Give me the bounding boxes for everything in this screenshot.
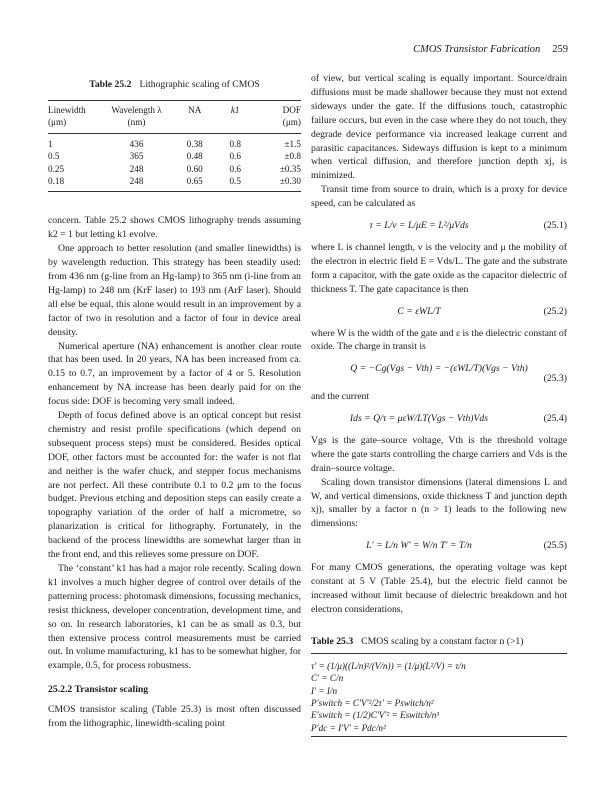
table-cell: 0.60 — [186, 163, 203, 174]
section-heading: 25.2.2 Transistor scaling — [48, 684, 149, 696]
running-header — [413, 44, 568, 55]
body-paragraph: One approach to better resolution (and smaller linewidths) is by wavelength reduction. This strategy has been steadily used: from 436 nm (g-line from an Hg-lamp) to 365 nm (i-line from an Hg-lamp) to 248 nm (KrF laser) to 193 nm (ArF laser). Should all else be equal, this alone would result in an improvement by a factor of two in resolution and a factor of four in device areal density. — [48, 243, 301, 338]
body-paragraph: concern. Table 25.2 shows CMOS lithography trends assuming k2 = 1 but letting k1 evolve. — [48, 215, 301, 241]
table-row: I′ = I/n — [311, 685, 338, 696]
table-25-2-label: Table 25.2 — [89, 79, 132, 90]
table-row: C′ = C/n — [311, 673, 344, 684]
table-cell: ±0.8 — [284, 151, 301, 162]
table-row — [48, 150, 301, 162]
table-cell: 0.48 — [186, 151, 203, 162]
equation-expression: Q = −Cg(Vgs − Vth) = −(εWL/T)(Vgs − Vth) — [350, 363, 528, 375]
table-cell: 0.6 — [229, 163, 241, 174]
table-cell: 0.25 — [48, 163, 65, 174]
body-paragraph: Vgs is the gate–source voltage, Vth is the threshold voltage where the gate starts controlling the charge carriers and Vds is the drain–source voltage. — [311, 434, 567, 474]
body-paragraph: Numerical aperture (NA) enhancement is another clear route that has been used. In 20 years, NA has been increased from ca. 0.15 to 0.7, an improvement by a factor of 4 or 5. Resolution enhancement by NA increase has been dearly paid for on the focus side: DOF is becoming very small indeed. — [48, 340, 301, 408]
running-header-title: CMOS Transistor Fabrication — [413, 44, 541, 55]
table-cell: 0.18 — [48, 175, 104, 192]
table-cell: 0.65 — [169, 175, 220, 192]
unit-wavelength: (nm) — [104, 116, 170, 133]
table-25-3-title — [311, 635, 567, 654]
equation-number: (25.5) — [543, 540, 567, 552]
equation-25-1 — [311, 219, 567, 233]
unit-na — [169, 116, 220, 133]
table-25-3-label: Table 25.3 — [311, 635, 354, 647]
unit-k1 — [220, 116, 250, 133]
page-number: 259 — [552, 44, 568, 55]
table-25-2-title — [48, 78, 301, 92]
body-paragraph: For many CMOS generations, the operating voltage was kept constant at 5 V (Table 25.4), but the electric field cannot be increased without limit because of dielectric breakdown and hot electron considerations, — [311, 562, 567, 615]
cmos-scaling-table — [311, 660, 567, 737]
table-cell: ±1.5 — [284, 138, 301, 149]
equation-number: (25.3) — [543, 373, 567, 385]
table-cell: 248 — [104, 175, 170, 192]
body-paragraph: of view, but vertical scaling is equally important. Source/drain diffusions must be made shallower because they must not extend sideways under the gate. If the diffusions touch, catastrophic failure occurs, but even in the case where they do not touch, they degrade device performance via increased leakage current and parasitic capacitances. Sideways diffusion is kept to a minimum when vertical diffusion, and therefore junction depth xj, is minimized. — [311, 73, 567, 182]
header-linewidth: Linewidth — [48, 100, 104, 116]
table-cell: 436 — [129, 138, 144, 149]
table-cell: 0.38 — [186, 138, 203, 149]
equation-expression: Ids = Q/τ = μεW/LT(Vgs − Vth)Vds — [349, 413, 489, 425]
body-paragraph: where L is channel length, v is the velocity and μ the mobility of the electron in electric field E = Vds/L. The gate and the substrate form a capacitor, with the gate oxide as the capacitor dielectric of thickness T. The gate capacitance is then — [311, 241, 567, 295]
table-25-2-caption: Lithographic scaling of CMOS — [139, 79, 260, 90]
table-row — [48, 133, 301, 150]
header-wavelength: Wavelength λ — [104, 100, 170, 116]
body-paragraph: and the current — [311, 391, 370, 403]
body-paragraph: where W is the width of the gate and ε is the dielectric constant of oxide. The charge in transit is — [311, 327, 567, 353]
table-cell: ±0.30 — [250, 175, 301, 192]
header-na: NA — [169, 100, 220, 116]
equation-25-4 — [311, 412, 567, 426]
table-cell: 0.5 — [220, 175, 250, 192]
table-25-3-caption: CMOS scaling by a constant factor n (>1) — [361, 635, 524, 647]
table-row: P′switch = C′V′²/2τ′ = Pswitch/n² — [311, 697, 434, 708]
header-k1: k1 — [220, 100, 250, 116]
header-dof: DOF — [250, 100, 301, 116]
body-paragraph: Transit time from source to drain, which is a proxy for device speed, can be calculated as — [311, 184, 567, 210]
table-row — [48, 163, 301, 175]
table-row: τ′ = (1/μ)((L/n)²/(V/n)) = (1/μ)(L²/V) = τ/n — [311, 660, 466, 671]
left-column — [48, 72, 301, 731]
equation-number: (25.4) — [543, 413, 567, 425]
unit-dof: (μm) — [250, 116, 301, 133]
table-cell: 0.5 — [48, 151, 60, 162]
body-paragraph: Scaling down transistor dimensions (lateral dimensions L and W, and vertical dimensions, oxide thickness T and junction depth xj), smaller by a factor n (n > 1) leads to the following new dimensions: — [311, 476, 567, 530]
table-cell: 1 — [48, 138, 53, 149]
lithography-scaling-table — [48, 100, 301, 192]
equation-25-5 — [311, 539, 567, 553]
table-cell: 365 — [129, 151, 144, 162]
table-row — [48, 175, 301, 192]
unit-linewidth: (μm) — [48, 116, 104, 133]
equation-25-2 — [311, 305, 567, 319]
table-cell: ±0.35 — [279, 163, 301, 174]
body-paragraph: Depth of focus defined above is an optical concept but resist chemistry and resist profile specifications (which depend on subsequent process steps) must be considered. Besides optical DOF, other factors must be accounted for: the wafer is not flat and neither is the wafer chuck, and stepper focus mechanisms are not perfect. All these contribute 0.1 to 0.2 μm to the focus budget. Previous etching and deposition steps can easily create a topography variation of the order of half a micrometre, so planarization is critical for lithography. Fortunately, in the backend of the process linewidths are somewhat larger than in the front end, and this relieves some pressure on DOF. — [48, 410, 301, 561]
equation-expression: L′ = L/n W′ = W/n T′ = T/n — [366, 540, 472, 552]
table-row: E′switch = (1/2)C′V′² = Eswitch/n³ — [311, 710, 440, 721]
body-paragraph: CMOS transistor scaling (Table 25.3) is most often discussed from the lithographic, linewidth-scaling point — [48, 704, 301, 730]
body-paragraph: The ‘constant’ k1 has had a major role recently. Scaling down k1 involves a much higher degree of control over details of the patterning process: photomask dimensions, focussing mechanics, resist thickness, developer concentration, development time, and so on. In research laboratories, k1 can be as small as 0.3, but then extensive process control measurements must be carried out. In volume manufacturing, k1 has to be somewhat higher, for example, 0.5, for process robustness. — [48, 563, 301, 672]
equation-number: (25.2) — [543, 305, 567, 317]
table-header-row — [48, 100, 301, 116]
table-row: P′dc = I′V′ = Pdc/n² — [311, 722, 386, 733]
equation-expression: τ = L/v = L/μE = L²/μVds — [369, 220, 469, 232]
table-cell: 0.8 — [229, 138, 241, 149]
right-column — [311, 72, 567, 737]
equation-expression: C = εWL/T — [397, 305, 441, 317]
equation-number: (25.1) — [543, 220, 567, 232]
table-cell: 0.6 — [229, 151, 241, 162]
table-units-row — [48, 116, 301, 133]
table-cell: 248 — [129, 163, 144, 174]
